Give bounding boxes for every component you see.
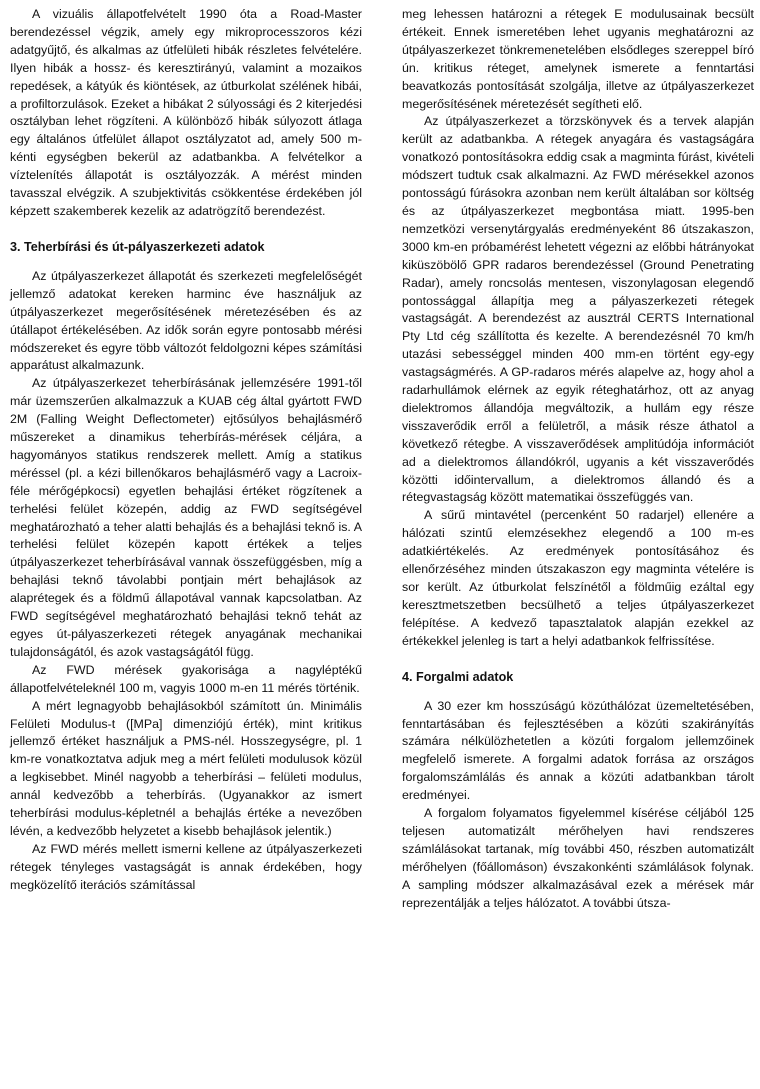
paragraph-road-master: A vizuális állapotfelvételt 1990 óta a Road-Master berendezéssel végzik, amely egy mikroprocesszoros kézi adatgyűjtő, és alkalmas az útfelületi hibák részletes felvételére. Ilyen hibák a hossz- és keresztirányú, valamint a mozaikos repedések, a kátyúk és kiöntések, az útburkolat szélének hibái, a profiltorzulások. Ezeket a hibákat 2 súlyossági és 2 kiterjedési osztályban lehet rögzíteni. A különböző hibák súlyozott átlaga egy általános útfelület állapot osztályzatot ad, amely 500 m-kénti egységben bekerül az adatbankba. A felvételkor a víztelenítés állapotát is osztályozzák. A mérést minden tavasszal elvégzik. A szubjektivitás csökkentése érdekében jól képzett szakemberek kezelik az adatrögzítő berendezést. <box>10 7 362 218</box>
paragraph-surface-modulus: A mért legnagyobb behajlásokból számított ún. Minimális Felületi Modulus-t ([MPa] dimenziójú érték), mint kritikus jellemző értéket használjuk a PMS-nél. Hosszegységre, pl. 1 km-re vonatkoztatva adjuk meg a mért felületi modulusok közül a legkisebbet. Minél nagyobb a teherbírási – felületi modulus, annál kedvezőbb a teherbírás. (Ugyanakkor az ismert teherbírási modulus-képletnél a behajlás értéke a nevezőben lévén, a kedvezőbb helyzetet a kisebb behajlások jelentik.) <box>10 698 362 838</box>
section-heading-3: 3. Teherbírási és út-pályaszerkezeti adatok <box>10 239 265 254</box>
right-column <box>402 6 754 913</box>
paragraph-layer-thickness: Az FWD mérés mellett ismerni kellene az útpályaszerkezeti rétegek tényleges vastagságát is annak érdekében, hogy megközelítő iterációs számítással <box>10 841 362 892</box>
paragraph-sampling: A sűrű mintavétel (percenként 50 radarjel) ellenére a hálózati szintű elemzésekhez elegendő a 100 m-es adatkiértékelés. Az eredmények pontosításához és ellenőrzéséhez minden útszakaszon egy magminta vételére is sor került. Az útburkolat felszínétől a földműig ezáltal egy keresztmetszetben becsülhető a teljes útpályaszerkezet felépítése. A kedvező tapasztalatok alapján ezekkel az értékekkel jelenleg is tart a helyi adatbankok felfrissítése. <box>402 508 754 648</box>
paragraph-traffic-network: A 30 ezer km hosszúságú közúthálózat üzemeltetésében, fenntartásában és fejlesztésében a közúti szakirányítás számára nélkülözhetetlen a közúti forgalom jellemzőinek megfelelő ismerete. A forgalmi adatok forrása az országos forgalomszámlálás és annak a közúti adatbankban tárolt eredményei. <box>402 698 754 803</box>
paragraph-traffic-counting: A forgalom folyamatos figyelemmel kísérése céljából 125 teljesen automatizált mérőhelyen havi rendszeres számlálásokat tartanak, míg további 450, részben automatizált mérőhelyen (főállomáson) évszakonkénti számlálások folynak. A sampling módszer alkalmazásával ezek a mérések már reprezentálják a teljes hálózatot. A további útsza- <box>402 806 754 910</box>
paragraph-fwd-measurement: Az útpályaszerkezet teherbírásának jellemzésére 1991-től már üzemszerűen alkalmazzuk a KUAB cég által gyártott FWD 2M (Falling Weight Deflectometer) ejtősúlyos behajlásmérő műszereket a dinamikus teherbírás-mérések céljára, a hagyományos statikus rendszerek mellett. Amíg a statikus méréssel (pl. a kézi billenőkaros behajlásmérő vagy a Lacroix-féle mérőgépkocsi) egyetlen behajlási értéket rögzítenek a terhelési felület közepén, addig az FWD segítségével meghatározható a teher alatti behajlás és a behajlási teknő is. A terhelési felület közepén kapott értékek a teljes útpályaszerkezet teherbírásával vannak összefüggésben, míg a behajlási teknő távolabbi pontjain mért behajlások az alaprétegek és a földmű állapotával vannak kapcsolatban. Az FWD segítségével meghatározható behajlási teknő tehát az egyes út-pályaszerkezeti rétegek anyagának mechanikai tulajdonságától, és azok vastagságától függ. <box>10 376 362 659</box>
paragraph-gpr-radar: Az útpályaszerkezet a törzskönyvek és a tervek alapján került az adatbankba. A rétegek anyagára és vastagságára vonatkozó pontosításokra eddig csak a magminta fúrást, kivételi módszert tudtuk csak alkalmazni. Az FWD mérésekkel azonos pontosságú fúrásokra azonban nem került általában sor költség és az útpályaszerkezet megbontása miatt. 1995-ben nemzetközi versenytárgyalás eredményeként 86 útszakaszon, 3000 km-en próbamérést lehetett végezni az előbbi hátrányokat kiküszöbölő GPR radaros berendezéssel (Ground Penetrating Radar), amely roncsolás mentesen, viszonylagosan elegendő pontossággal állapítja meg a pályaszerkezeti rétegek vastagságát. A berendezést az ausztrál CERTS International Pty Ltd cég szállította és kezelte. A berendezésnél 70 km/h utazási sebességgel minden 400 mm-en történt egy-egy vastagságmérés. A GP-radaros mérés alapelve az, hogy ahol a radarhullámok elérnek az egyik réteghatárhoz, ott az anyag dielektromos állandója megváltozik, a hullám egy része visszaverődik erről a felületről, a másik része áthatol a következő rétegbe. A visszaverődések amplitúdója információt ad a dielektromos állandókról, ugyanis a két visszaverődés közötti időintervallum, a dielektromos állandó és a rétegvastagság között matematikai összefüggés van. <box>402 114 754 505</box>
left-column <box>10 6 362 895</box>
paragraph-structural-data: Az útpályaszerkezet állapotát és szerkezeti megfelelőségét jellemző adatokat kereken harminc éve használjuk az útpályaszerkezet megerősítésének méretezésében és az útállapot értékelésében. Az idők során egyre pontosabb mérési módszereket és egyre több változót feldolgozni képes számítási apparátust alkalmazunk. <box>10 268 362 373</box>
section-heading-4: 4. Forgalmi adatok <box>402 669 514 684</box>
paragraph-critical-layer: meg lehessen határozni a rétegek E modulusainak becsült értékeit. Ennek ismeretében lehet ugyanis meghatározni az útpályaszerkezet tönkremenetelében elsődleges szereppel bíró ún. kritikus réteget, amelynek ismerete a fenntartási beavatkozás pontosítását szolgálja, illetve az útpályaszerkezet megerősítésének méretezését segítheti elő. <box>402 7 754 111</box>
paragraph-fwd-frequency: Az FWD mérések gyakorisága a nagyléptékű állapotfelvételeknél 100 m, vagyis 1000 m-en 11 mérés történik. <box>10 662 362 695</box>
